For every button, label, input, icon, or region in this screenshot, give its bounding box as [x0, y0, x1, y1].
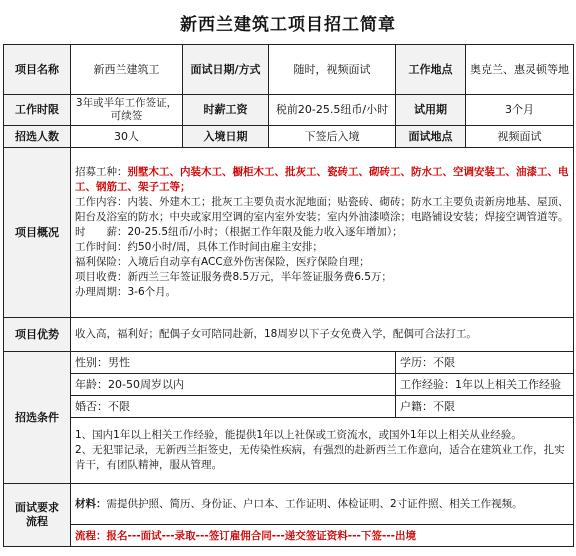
education-cell: 学历：不限	[396, 352, 574, 374]
overview-content	[71, 148, 574, 318]
work-content-line: 工作内容：内装、外建木工；批灰工主要负责水泥地面；贴瓷砖、砌砖；防水工主要负责新房地基、屋顶、阳台及浴室的防水；中央或家用空调的室内室外安装；室内外油漆喷涂；电路铺设安装；焊接空调管道等。	[75, 196, 569, 223]
interview-date-label: 面试日期/方式	[183, 45, 269, 95]
table-row	[4, 484, 574, 525]
fee-line: 项目收费：新西兰三年签证服务费8.5万元，半年签证服务费6.5万；	[75, 271, 392, 283]
work-duration-value: 3年或半年工作签证，可续签	[71, 95, 183, 126]
entry-date-value: 下签后入境	[269, 126, 396, 148]
process-cell: 流程：报名---面试---录取---签订雇佣合同---递交签证资料---下签---出境	[71, 525, 574, 547]
conditions-label: 招选条件	[4, 352, 71, 484]
materials-text: 需提供护照、简历、身份证、户口本、工作证明、体检证明、2寸证件照、相关工作视频。	[106, 497, 523, 510]
recruitment-table	[3, 44, 574, 547]
hukou-cell: 户籍：不限	[396, 396, 574, 418]
trial-period-value: 3个月	[466, 95, 574, 126]
requirement-2: 2、无犯罪记录，无新西兰拒签史，无传染性疾病，有强烈的赴新西兰工作意向，适合在建筑业工作，扎实肯干，有团队精神，服从管理。	[75, 444, 565, 471]
overview-label: 项目概况	[4, 148, 71, 318]
interview-location-value: 视频面试	[466, 126, 574, 148]
trades-list: 别墅木工、内装木工、橱柜木工、批灰工、瓷砖工、砌砖工、防水工、空调安装工、油漆工、电工、钢筋工、架子工等；	[75, 166, 569, 193]
table-row	[4, 525, 574, 547]
table-row	[4, 352, 574, 374]
interview-date-value: 随时，视频面试	[269, 45, 396, 95]
work-duration-label: 工作时限	[4, 95, 71, 126]
project-name-label: 项目名称	[4, 45, 71, 95]
entry-date-label: 入境日期	[183, 126, 269, 148]
interview-process-label: 面试要求 流程	[4, 484, 71, 547]
advantage-label: 项目优势	[4, 318, 71, 352]
table-row	[4, 396, 574, 418]
table-row	[4, 374, 574, 396]
table-row	[4, 418, 574, 484]
trades-prefix: 招募工种：	[75, 166, 128, 178]
advantage-value: 收入高，福利好；配偶子女可陪同赴新，18周岁以下子女免费入学，配偶可合法打工。	[71, 318, 574, 352]
table-row	[4, 318, 574, 352]
project-name-value: 新西兰建筑工	[71, 45, 183, 95]
table-row	[4, 148, 574, 318]
wage-line: 时 薪：20-25.5纽币/小时；（根据工作年限及能力收入逐年增加）；	[75, 226, 403, 238]
age-cell: 年龄：20-50周岁以内	[71, 374, 396, 396]
gender-cell: 性别：男性	[71, 352, 396, 374]
processing-line: 办理周期：3-6个月。	[75, 286, 177, 298]
interview-location-label: 面试地点	[396, 126, 466, 148]
materials-prefix: 材料：	[75, 497, 107, 510]
materials-cell	[71, 484, 574, 525]
requirement-1: 1、国内1年以上相关工作经验，能提供1年以上社保或工资流水，或国外1年以上相关从业经验。	[75, 429, 522, 441]
work-location-label: 工作地点	[396, 45, 466, 95]
table-row	[4, 95, 574, 126]
hourly-wage-value: 税前20-25.5纽币/小时	[269, 95, 396, 126]
hourly-wage-label: 时薪工资	[183, 95, 269, 126]
experience-cell: 工作经验：1年以上相关工作经验	[396, 374, 574, 396]
trades-line	[75, 165, 569, 195]
welfare-line: 福利保险：入境后自动享有ACC意外伤害保险，医疗保险自理；	[75, 256, 370, 268]
recruit-count-label: 招选人数	[4, 126, 71, 148]
work-location-value: 奥克兰、惠灵顿等地	[466, 45, 574, 95]
page-title: 新西兰建筑工项目招工简章	[180, 14, 396, 35]
trial-period-label: 试用期	[396, 95, 466, 126]
table-row	[4, 126, 574, 148]
requirements-cell	[71, 418, 574, 484]
recruit-count-value: 30人	[71, 126, 183, 148]
hours-line: 工作时间：约50小时/周，具体工作时间由雇主安排；	[75, 241, 323, 253]
table-row	[4, 45, 574, 95]
marriage-cell: 婚否：不限	[71, 396, 396, 418]
